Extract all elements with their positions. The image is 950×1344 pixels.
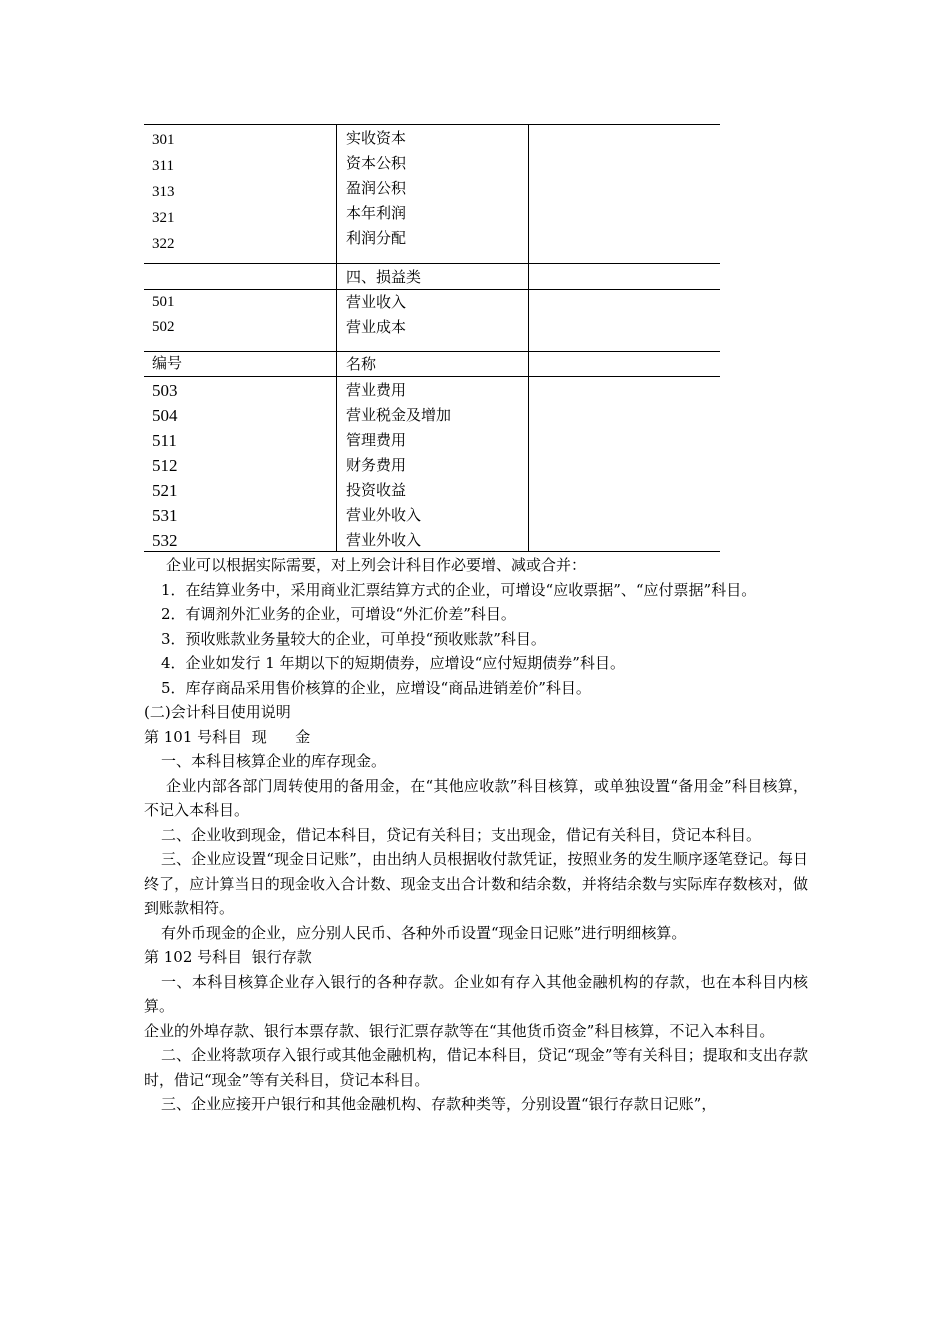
account-name: 盈润公积 xyxy=(346,179,407,197)
section-heading: 第 101 号科目 现 金 xyxy=(144,727,311,746)
section-heading: 第 102 号科目 银行存款 xyxy=(144,948,312,966)
account-code: 501 xyxy=(152,294,175,310)
account-name: 资本公积 xyxy=(346,154,407,172)
account-name: 营业成本 xyxy=(346,318,407,336)
paragraph: 3．预收账款业务量较大的企业，可单投“预收账款”科目。 xyxy=(161,629,546,648)
account-code: 503 xyxy=(152,381,178,400)
paragraph: 1．在结算业务中，采用商业汇票结算方式的企业，可增设“应收票据”、“应付票据”科目。 xyxy=(161,580,757,599)
account-name: 利润分配 xyxy=(346,229,407,247)
paragraph: 企业的外埠存款、银行本票存款、银行汇票存款等在“其他货币资金”科目核算，不记入本科目。 xyxy=(144,1021,775,1040)
column-header-code: 编号 xyxy=(152,356,183,372)
column-divider xyxy=(528,124,529,551)
paragraph: 三、企业应接开户银行和其他金融机构、存款种类等，分别设置“银行存款日记账”， xyxy=(161,1095,717,1113)
paragraph: 二、企业收到现金，借记本科目，贷记有关科目；支出现金，借记有关科目，贷记本科目。 xyxy=(161,825,762,844)
account-name: 营业外收入 xyxy=(346,531,422,549)
paragraph: 二、企业将款项存入银行或其他金融机构，借记本科目，贷记“现金”等有关科目；提取和支出存款时，借记“现金”等有关科目，贷记本科目。 xyxy=(144,1046,808,1089)
section-title: 四、损益类 xyxy=(346,268,422,286)
section-heading: (二)会计科目使用说明 xyxy=(144,703,291,721)
paragraph: 企业可以根据实际需要，对上列会计科目作必要增、减或合并： xyxy=(166,556,587,574)
paragraph: 2．有调剂外汇业务的企业，可增设“外汇价差”科目。 xyxy=(161,605,516,623)
account-code: 301 xyxy=(152,132,175,148)
account-code: 321 xyxy=(152,210,175,226)
account-code: 504 xyxy=(152,406,178,425)
table-rule xyxy=(144,263,720,264)
account-code: 512 xyxy=(152,456,178,475)
paragraph: 4．企业如发行 1 年期以下的短期债券，应增设“应付短期债券”科目。 xyxy=(161,654,625,672)
paragraph: 一、本科目核算企业存入银行的各种存款。企业如有存入其他金融机构的存款，也在本科目内核算。 xyxy=(144,972,808,1015)
table-rule xyxy=(144,124,720,125)
paragraph: 一、本科目核算企业的库存现金。 xyxy=(161,752,387,770)
account-name: 实收资本 xyxy=(346,129,407,147)
paragraph: 企业内部各部门周转使用的备用金，在“其他应收款”科目核算，或单独设置“备用金”科目核算，不记入本科目。 xyxy=(144,776,808,819)
account-name: 营业收入 xyxy=(346,293,407,311)
account-code: 313 xyxy=(152,184,175,200)
account-code: 311 xyxy=(152,158,174,174)
table-rule xyxy=(144,551,720,552)
account-code: 511 xyxy=(152,431,177,450)
account-name: 投资收益 xyxy=(346,481,407,499)
account-code: 322 xyxy=(152,236,175,252)
account-name: 营业税金及增加 xyxy=(346,406,452,424)
account-code: 531 xyxy=(152,506,178,525)
paragraph: 三、企业应设置“现金日记账”，由出纳人员根据收付款凭证，按照业务的发生顺序逐笔登记。每日终了，应计算当日的现金收入合计数、现金支出合计数和结余数，并将结余数与实际库存数核对，做到账款相符。 xyxy=(144,850,808,917)
table-rule xyxy=(144,289,720,290)
account-name: 管理费用 xyxy=(346,431,407,449)
account-code: 521 xyxy=(152,481,178,500)
table-rule xyxy=(144,376,720,377)
table-rule xyxy=(144,351,720,352)
account-name: 营业费用 xyxy=(346,381,407,399)
paragraph: 5．库存商品采用售价核算的企业，应增设“商品进销差价”科目。 xyxy=(161,678,591,697)
column-divider xyxy=(336,124,337,551)
account-code: 532 xyxy=(152,531,178,550)
paragraph: 有外币现金的企业，应分别人民币、各种外币设置“现金日记账”进行明细核算。 xyxy=(161,923,687,942)
account-name: 营业外收入 xyxy=(346,506,422,524)
document-body xyxy=(144,553,808,1117)
account-name: 财务费用 xyxy=(346,456,407,474)
account-code: 502 xyxy=(152,319,175,335)
account-name: 本年利润 xyxy=(346,204,407,222)
column-header-name: 名称 xyxy=(346,355,377,373)
